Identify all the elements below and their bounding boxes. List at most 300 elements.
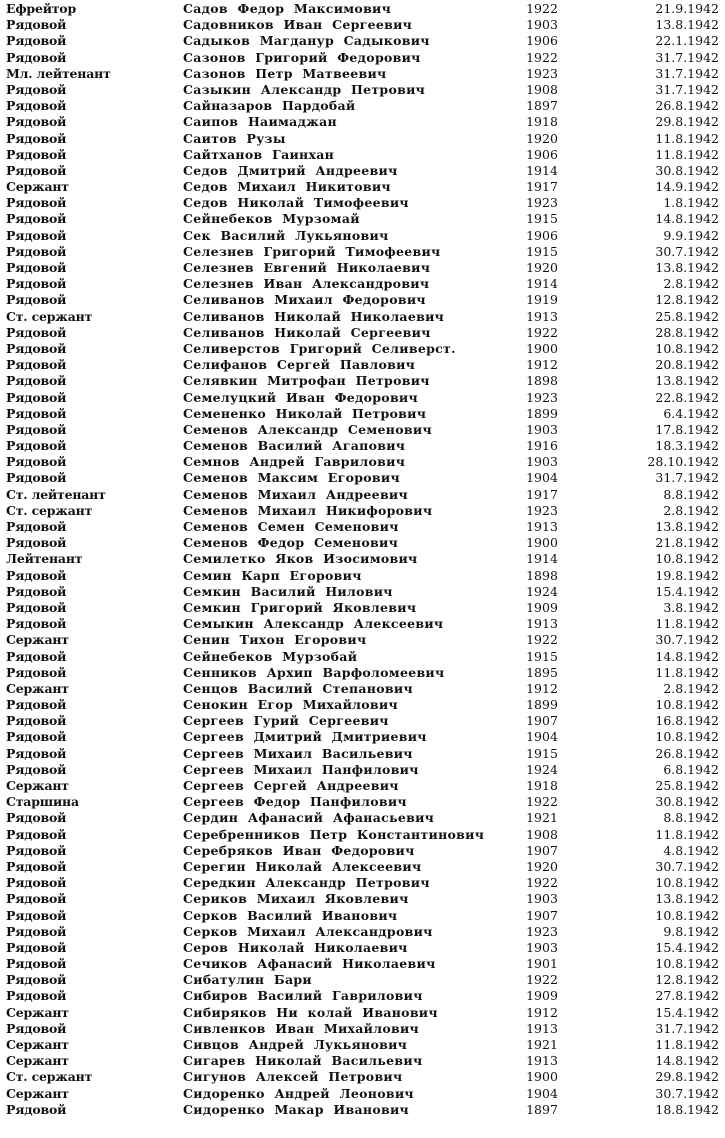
rank-cell: Рядовой [6, 389, 67, 405]
death-date-cell: 6.4.1942 [663, 405, 719, 421]
name-cell: Семенов Александр Семенович [183, 421, 432, 437]
birth-year-cell: 1922 [526, 972, 558, 988]
birth-year-cell: 1923 [526, 65, 558, 81]
death-date-cell: 10.8.1942 [655, 697, 719, 713]
death-date-cell: 13.8.1942 [655, 17, 719, 33]
table-row [0, 357, 725, 373]
rank-cell: Ст. сержант [6, 1069, 93, 1085]
rank-cell: Рядовой [6, 972, 67, 988]
table-row [0, 681, 725, 697]
name-cell: Сидоренко Макар Иванович [183, 1101, 409, 1117]
table-row [0, 908, 725, 924]
birth-year-cell: 1909 [526, 988, 558, 1004]
death-date-cell: 11.8.1942 [655, 826, 719, 842]
birth-year-cell: 1903 [526, 939, 558, 955]
death-date-cell: 10.8.1942 [655, 875, 719, 891]
name-cell: Сибатулин Бари [183, 972, 312, 988]
death-date-cell: 16.8.1942 [655, 713, 719, 729]
table-row [0, 535, 725, 551]
rank-cell: Сержант [6, 1004, 69, 1020]
name-cell: Сергеев Михаил Васильевич [183, 745, 413, 761]
rank-cell: Рядовой [6, 810, 67, 826]
table-row [0, 794, 725, 810]
birth-year-cell: 1915 [526, 211, 558, 227]
table-row [0, 406, 725, 422]
birth-year-cell: 1898 [526, 373, 558, 389]
table-row [0, 778, 725, 794]
birth-year-cell: 1924 [526, 761, 558, 777]
table-row [0, 422, 725, 438]
birth-year-cell: 1919 [526, 292, 558, 308]
name-cell: Семилетко Яков Изосимович [183, 551, 418, 567]
name-cell: Сайтханов Гаинхан [183, 146, 335, 162]
death-date-cell: 31.7.1942 [655, 1020, 719, 1036]
birth-year-cell: 1895 [526, 664, 558, 680]
birth-year-cell: 1908 [526, 826, 558, 842]
death-date-cell: 21.9.1942 [655, 1, 719, 16]
death-date-cell: 25.8.1942 [655, 778, 719, 793]
birth-year-cell: 1906 [526, 146, 558, 162]
name-cell: Седов Дмитрий Андреевич [183, 162, 398, 178]
rank-cell: Рядовой [6, 956, 67, 972]
name-cell: Сазыкин Александр Петрович [183, 81, 426, 97]
table-row [0, 131, 725, 147]
name-cell: Семкин Григорий Яковлевич [183, 599, 417, 615]
name-cell: Сергеев Михаил Панфилович [183, 761, 419, 777]
death-date-cell: 28.10.1942 [647, 454, 719, 470]
table-row [0, 649, 725, 665]
death-date-cell: 10.8.1942 [655, 340, 719, 356]
rank-cell: Рядовой [6, 98, 67, 114]
rank-cell: Рядовой [6, 373, 67, 389]
birth-year-cell: 1915 [526, 648, 558, 664]
death-date-cell: 11.8.1942 [655, 130, 719, 146]
death-date-cell: 21.8.1942 [655, 535, 719, 551]
birth-year-cell: 1913 [526, 1020, 558, 1036]
birth-year-cell: 1918 [526, 778, 558, 793]
birth-year-cell: 1920 [526, 130, 558, 146]
rank-cell: Рядовой [6, 729, 67, 745]
rank-cell: Сержант [6, 632, 69, 648]
death-date-cell: 11.8.1942 [655, 616, 719, 632]
rank-cell: Рядовой [6, 826, 67, 842]
death-date-cell: 11.8.1942 [655, 146, 719, 162]
birth-year-cell: 1906 [526, 227, 558, 243]
rank-cell: Рядовой [6, 470, 67, 486]
table-row [0, 292, 725, 308]
birth-year-cell: 1923 [526, 389, 558, 405]
death-date-cell: 31.7.1942 [655, 81, 719, 97]
death-date-cell: 15.4.1942 [655, 583, 719, 599]
rank-cell: Сержант [6, 1085, 69, 1101]
rank-cell: Рядовой [6, 162, 67, 178]
birth-year-cell: 1903 [526, 891, 558, 907]
rank-cell: Рядовой [6, 243, 67, 259]
birth-year-cell: 1923 [526, 502, 558, 518]
rank-cell: Рядовой [6, 858, 67, 874]
table-row [0, 584, 725, 600]
rank-cell: Рядовой [6, 923, 67, 939]
name-cell: Селифанов Сергей Павлович [183, 357, 416, 373]
name-cell: Сигунов Алексей Петрович [183, 1069, 403, 1085]
rank-cell: Рядовой [6, 988, 67, 1004]
death-date-cell: 29.8.1942 [655, 114, 719, 130]
birth-year-cell: 1916 [526, 438, 558, 454]
birth-year-cell: 1907 [526, 907, 558, 923]
name-cell: Сейнебеков Мурзобай [183, 648, 358, 664]
birth-year-cell: 1900 [526, 1069, 558, 1085]
name-cell: Серебренников Петр Константинович [183, 826, 485, 842]
table-row [0, 1102, 725, 1118]
birth-year-cell: 1922 [526, 1, 558, 16]
rank-cell: Рядовой [6, 535, 67, 551]
name-cell: Семенов Михаил Андреевич [183, 486, 408, 502]
table-row [0, 325, 725, 341]
rank-cell: Рядовой [6, 567, 67, 583]
rank-cell: Рядовой [6, 713, 67, 729]
name-cell: Семыкин Александр Алексеевич [183, 616, 444, 632]
rank-cell: Ст. сержант [6, 308, 93, 324]
birth-year-cell: 1923 [526, 923, 558, 939]
death-date-cell: 13.8.1942 [655, 373, 719, 389]
death-date-cell: 15.4.1942 [655, 939, 719, 955]
table-row [0, 373, 725, 389]
name-cell: Селезнев Григорий Тимофеевич [183, 243, 441, 259]
name-cell: Серов Николай Николаевич [183, 939, 408, 955]
name-cell: Сергеев Федор Панфилович [183, 794, 407, 810]
table-row [0, 859, 725, 875]
name-cell: Семенов Василий Агапович [183, 438, 406, 454]
birth-year-cell: 1914 [526, 162, 558, 178]
name-cell: Сенцов Василий Степанович [183, 680, 413, 696]
death-date-cell: 13.8.1942 [655, 260, 719, 275]
rank-cell: Рядовой [6, 842, 67, 858]
name-cell: Сибиряков Ни колай Иванович [183, 1004, 438, 1020]
name-cell: Сергеев Гурий Сергеевич [183, 713, 389, 729]
name-cell: Сергеев Сергей Андреевич [183, 778, 399, 793]
name-cell: Седов Николай Тимофеевич [183, 195, 409, 211]
birth-year-cell: 1907 [526, 713, 558, 729]
birth-year-cell: 1899 [526, 697, 558, 713]
death-date-cell: 30.7.1942 [655, 243, 719, 259]
table-row [0, 519, 725, 535]
rank-cell: Рядовой [6, 276, 67, 292]
name-cell: Сигарев Николай Васильевич [183, 1053, 423, 1069]
death-date-cell: 22.1.1942 [655, 33, 719, 49]
death-date-cell: 20.8.1942 [655, 357, 719, 373]
rank-cell: Рядовой [6, 939, 67, 955]
name-cell: Сергеев Дмитрий Дмитриевич [183, 729, 427, 745]
death-date-cell: 27.8.1942 [655, 988, 719, 1004]
birth-year-cell: 1908 [526, 81, 558, 97]
death-date-cell: 14.8.1942 [655, 648, 719, 664]
death-date-cell: 31.7.1942 [655, 49, 719, 65]
table-row [0, 924, 725, 940]
birth-year-cell: 1912 [526, 1004, 558, 1020]
name-cell: Селявкин Митрофан Петрович [183, 373, 430, 389]
death-date-cell: 14.8.1942 [655, 1053, 719, 1069]
birth-year-cell: 1906 [526, 33, 558, 49]
name-cell: Селиверстов Григорий Селиверст. [183, 340, 456, 356]
death-date-cell: 31.7.1942 [655, 65, 719, 81]
name-cell: Сибиров Василий Гаврилович [183, 988, 423, 1004]
rank-cell: Ст. лейтенант [6, 486, 106, 502]
birth-year-cell: 1903 [526, 421, 558, 437]
table-row [0, 50, 725, 66]
name-cell: Сивцов Андрей Лукьянович [183, 1037, 408, 1052]
death-date-cell: 3.8.1942 [663, 599, 719, 615]
death-date-cell: 30.8.1942 [655, 794, 719, 810]
rank-cell: Рядовой [6, 697, 67, 713]
rank-cell: Рядовой [6, 146, 67, 162]
table-row [0, 988, 725, 1004]
birth-year-cell: 1917 [526, 486, 558, 502]
rank-cell: Рядовой [6, 664, 67, 680]
name-cell: Сериков Михаил Яковлевич [183, 891, 409, 907]
rank-cell: Ефрейтор [6, 1, 76, 16]
table-row [0, 810, 725, 826]
table-row [0, 487, 725, 503]
name-cell: Сидоренко Андрей Леонович [183, 1085, 414, 1101]
rank-cell: Рядовой [6, 599, 67, 615]
name-cell: Середкин Александр Петрович [183, 875, 430, 891]
death-date-cell: 10.8.1942 [655, 907, 719, 923]
rank-cell: Рядовой [6, 227, 67, 243]
birth-year-cell: 1920 [526, 260, 558, 275]
birth-year-cell: 1901 [526, 956, 558, 972]
table-row [0, 972, 725, 988]
death-date-cell: 6.8.1942 [663, 761, 719, 777]
death-date-cell: 31.7.1942 [655, 470, 719, 486]
table-row [0, 1086, 725, 1102]
birth-year-cell: 1914 [526, 551, 558, 567]
name-cell: Селиванов Николай Николаевич [183, 308, 445, 324]
birth-year-cell: 1922 [526, 794, 558, 810]
table-row [0, 470, 725, 486]
name-cell: Семелуцкий Иван Федорович [183, 389, 418, 405]
table-row [0, 1053, 725, 1069]
birth-year-cell: 1918 [526, 114, 558, 130]
rank-cell: Рядовой [6, 292, 67, 308]
death-date-cell: 14.8.1942 [655, 211, 719, 227]
table-row [0, 956, 725, 972]
rank-cell: Рядовой [6, 81, 67, 97]
birth-year-cell: 1900 [526, 340, 558, 356]
rank-cell: Рядовой [6, 1101, 67, 1117]
name-cell: Селиванов Николай Сергеевич [183, 324, 431, 340]
name-cell: Садыков Магдануp Садыкович [183, 33, 430, 49]
birth-year-cell: 1915 [526, 243, 558, 259]
birth-year-cell: 1897 [526, 98, 558, 114]
table-row [0, 195, 725, 211]
rank-cell: Рядовой [6, 907, 67, 923]
rank-cell: Рядовой [6, 583, 67, 599]
birth-year-cell: 1904 [526, 1085, 558, 1101]
table-row [0, 729, 725, 745]
table-row [0, 163, 725, 179]
name-cell: Садовников Иван Сергеевич [183, 17, 413, 33]
table-row [0, 260, 725, 276]
death-date-cell: 30.7.1942 [655, 1085, 719, 1101]
rank-cell: Рядовой [6, 324, 67, 340]
table-row [0, 147, 725, 163]
birth-year-cell: 1914 [526, 276, 558, 292]
birth-year-cell: 1922 [526, 875, 558, 891]
death-date-cell: 9.9.1942 [663, 227, 719, 243]
table-row [0, 600, 725, 616]
birth-year-cell: 1922 [526, 632, 558, 648]
name-cell: Семенов Федор Семенович [183, 535, 399, 551]
death-date-cell: 30.7.1942 [655, 632, 719, 648]
table-row [0, 98, 725, 114]
birth-year-cell: 1915 [526, 745, 558, 761]
death-date-cell: 18.3.1942 [655, 438, 719, 454]
table-row [0, 438, 725, 454]
death-date-cell: 13.8.1942 [655, 891, 719, 907]
table-row [0, 114, 725, 130]
name-cell: Семкин Василий Нилович [183, 583, 393, 599]
rank-cell: Рядовой [6, 357, 67, 373]
rank-cell: Ст. сержант [6, 502, 93, 518]
rank-cell: Сержант [6, 680, 69, 696]
table-row [0, 665, 725, 681]
rank-cell: Рядовой [6, 438, 67, 454]
rank-cell: Рядовой [6, 1020, 67, 1036]
name-cell: Сазонов Григорий Федорович [183, 49, 421, 65]
birth-year-cell: 1913 [526, 308, 558, 324]
table-row [0, 17, 725, 33]
rank-cell: Сержант [6, 778, 69, 793]
death-date-cell: 8.8.1942 [663, 810, 719, 826]
name-cell: Сивленков Иван Михайлович [183, 1020, 420, 1036]
birth-year-cell: 1924 [526, 583, 558, 599]
rank-cell: Рядовой [6, 17, 67, 33]
death-date-cell: 2.8.1942 [663, 276, 719, 292]
death-date-cell: 8.8.1942 [663, 486, 719, 502]
death-date-cell: 17.8.1942 [655, 421, 719, 437]
name-cell: Семенов Максим Егорович [183, 470, 400, 486]
name-cell: Саипов Наимаджан [183, 114, 337, 130]
table-row [0, 1037, 725, 1053]
birth-year-cell: 1898 [526, 567, 558, 583]
table-row [0, 827, 725, 843]
table-row [0, 1005, 725, 1021]
table-row [0, 309, 725, 325]
birth-year-cell: 1904 [526, 470, 558, 486]
table-row [0, 697, 725, 713]
name-cell: Селезнев Иван Александрович [183, 276, 430, 292]
death-date-cell: 11.8.1942 [655, 664, 719, 680]
birth-year-cell: 1909 [526, 599, 558, 615]
name-cell: Серегин Николай Алексеевич [183, 858, 422, 874]
death-date-cell: 30.8.1942 [655, 162, 719, 178]
death-date-cell: 11.8.1942 [655, 1037, 719, 1052]
rank-cell: Сержант [6, 1037, 69, 1052]
death-date-cell: 13.8.1942 [655, 519, 719, 534]
name-cell: Садов Федор Максимович [183, 1, 392, 16]
rank-cell: Рядовой [6, 761, 67, 777]
name-cell: Сенников Архип Варфоломеевич [183, 664, 445, 680]
rank-cell: Рядовой [6, 49, 67, 65]
name-cell: Сек Василий Лукьянович [183, 227, 389, 243]
birth-year-cell: 1904 [526, 729, 558, 745]
death-date-cell: 15.4.1942 [655, 1004, 719, 1020]
table-row [0, 276, 725, 292]
name-cell: Семенов Михаил Никифорович [183, 502, 433, 518]
death-date-cell: 12.8.1942 [655, 972, 719, 988]
name-cell: Семнов Андрей Гаврилович [183, 454, 406, 470]
table-row [0, 616, 725, 632]
rank-cell: Рядовой [6, 340, 67, 356]
rank-cell: Рядовой [6, 211, 67, 227]
birth-year-cell: 1900 [526, 535, 558, 551]
death-date-cell: 30.7.1942 [655, 858, 719, 874]
name-cell: Сечиков Афанасий Николаевич [183, 956, 436, 972]
table-row [0, 179, 725, 195]
birth-year-cell: 1913 [526, 519, 558, 534]
rank-cell: Сержант [6, 179, 69, 195]
table-row [0, 843, 725, 859]
rank-cell: Старшина [6, 794, 79, 810]
rank-cell: Рядовой [6, 405, 67, 421]
roster-table [0, 1, 725, 1118]
birth-year-cell: 1921 [526, 810, 558, 826]
rank-cell: Рядовой [6, 114, 67, 130]
birth-year-cell: 1897 [526, 1101, 558, 1117]
table-row [0, 66, 725, 82]
name-cell: Сазонов Петр Матвеевич [183, 65, 387, 81]
birth-year-cell: 1899 [526, 405, 558, 421]
table-row [0, 713, 725, 729]
table-row [0, 632, 725, 648]
birth-year-cell: 1912 [526, 357, 558, 373]
table-row [0, 762, 725, 778]
death-date-cell: 29.8.1942 [655, 1069, 719, 1085]
birth-year-cell: 1903 [526, 17, 558, 33]
death-date-cell: 10.8.1942 [655, 729, 719, 745]
table-row [0, 33, 725, 49]
death-date-cell: 9.8.1942 [663, 923, 719, 939]
name-cell: Семененко Николай Петрович [183, 405, 427, 421]
name-cell: Серебряков Иван Федорович [183, 842, 415, 858]
death-date-cell: 26.8.1942 [655, 98, 719, 114]
rank-cell: Рядовой [6, 875, 67, 891]
table-row [0, 875, 725, 891]
table-row [0, 746, 725, 762]
death-date-cell: 1.8.1942 [663, 195, 719, 211]
name-cell: Серков Михаил Александрович [183, 923, 433, 939]
death-date-cell: 14.9.1942 [655, 179, 719, 195]
name-cell: Селезнев Евгений Николаевич [183, 260, 431, 275]
table-row [0, 891, 725, 907]
death-date-cell: 22.8.1942 [655, 389, 719, 405]
rank-cell: Рядовой [6, 130, 67, 146]
table-row [0, 551, 725, 567]
table-row [0, 1, 725, 17]
birth-year-cell: 1922 [526, 324, 558, 340]
death-date-cell: 19.8.1942 [655, 567, 719, 583]
birth-year-cell: 1912 [526, 680, 558, 696]
table-row [0, 940, 725, 956]
name-cell: Серков Василий Иванович [183, 907, 398, 923]
birth-year-cell: 1923 [526, 195, 558, 211]
name-cell: Семин Карп Егорович [183, 567, 362, 583]
birth-year-cell: 1920 [526, 858, 558, 874]
rank-cell: Рядовой [6, 33, 67, 49]
rank-cell: Сержант [6, 1053, 69, 1069]
table-row [0, 454, 725, 470]
rank-cell: Рядовой [6, 195, 67, 211]
